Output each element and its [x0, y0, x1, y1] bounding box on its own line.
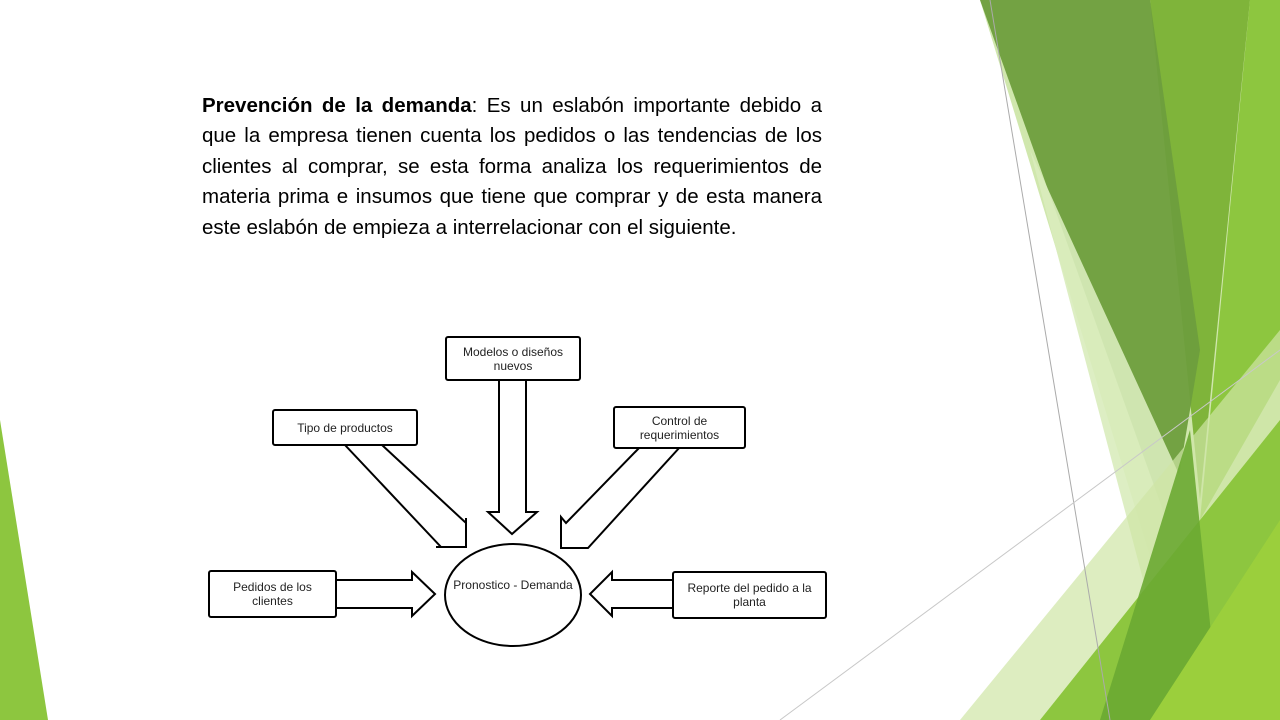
arrow-from-control [561, 447, 680, 548]
node-pedidos [208, 570, 337, 618]
node-reporte-label: Reporte del pedido a la planta [687, 581, 812, 609]
node-control [613, 406, 746, 449]
node-pedidos-label: Pedidos de los clientes [233, 580, 312, 608]
node-reporte [672, 571, 827, 619]
center-label: Pronostico - Demanda [453, 578, 573, 592]
arrow-from-modelos [488, 380, 537, 534]
paragraph-body: : Es un eslabón importante debido a que la empresa tienen cuenta los pedidos o las tendencias de los clientes al comprar, se esta forma analiza los requerimientos de materia prima e insumos que tiene que comprar y de esta manera este eslabón de empieza a interrelacionar con el siguiente. [202, 94, 822, 239]
arrow-from-pedidos [336, 572, 435, 616]
node-modelos [445, 336, 581, 381]
arrow-from-reporte [590, 572, 674, 616]
node-tipo-label: Tipo de productos [297, 420, 393, 435]
paragraph-title: Prevención de la demanda [202, 94, 472, 117]
arrow-from-tipo [345, 445, 466, 547]
node-control-label: Control de requerimientos [639, 413, 720, 442]
node-modelos-label: Modelos o diseños nuevos [462, 344, 564, 373]
node-tipo [272, 409, 418, 446]
center-ellipse [445, 544, 581, 646]
